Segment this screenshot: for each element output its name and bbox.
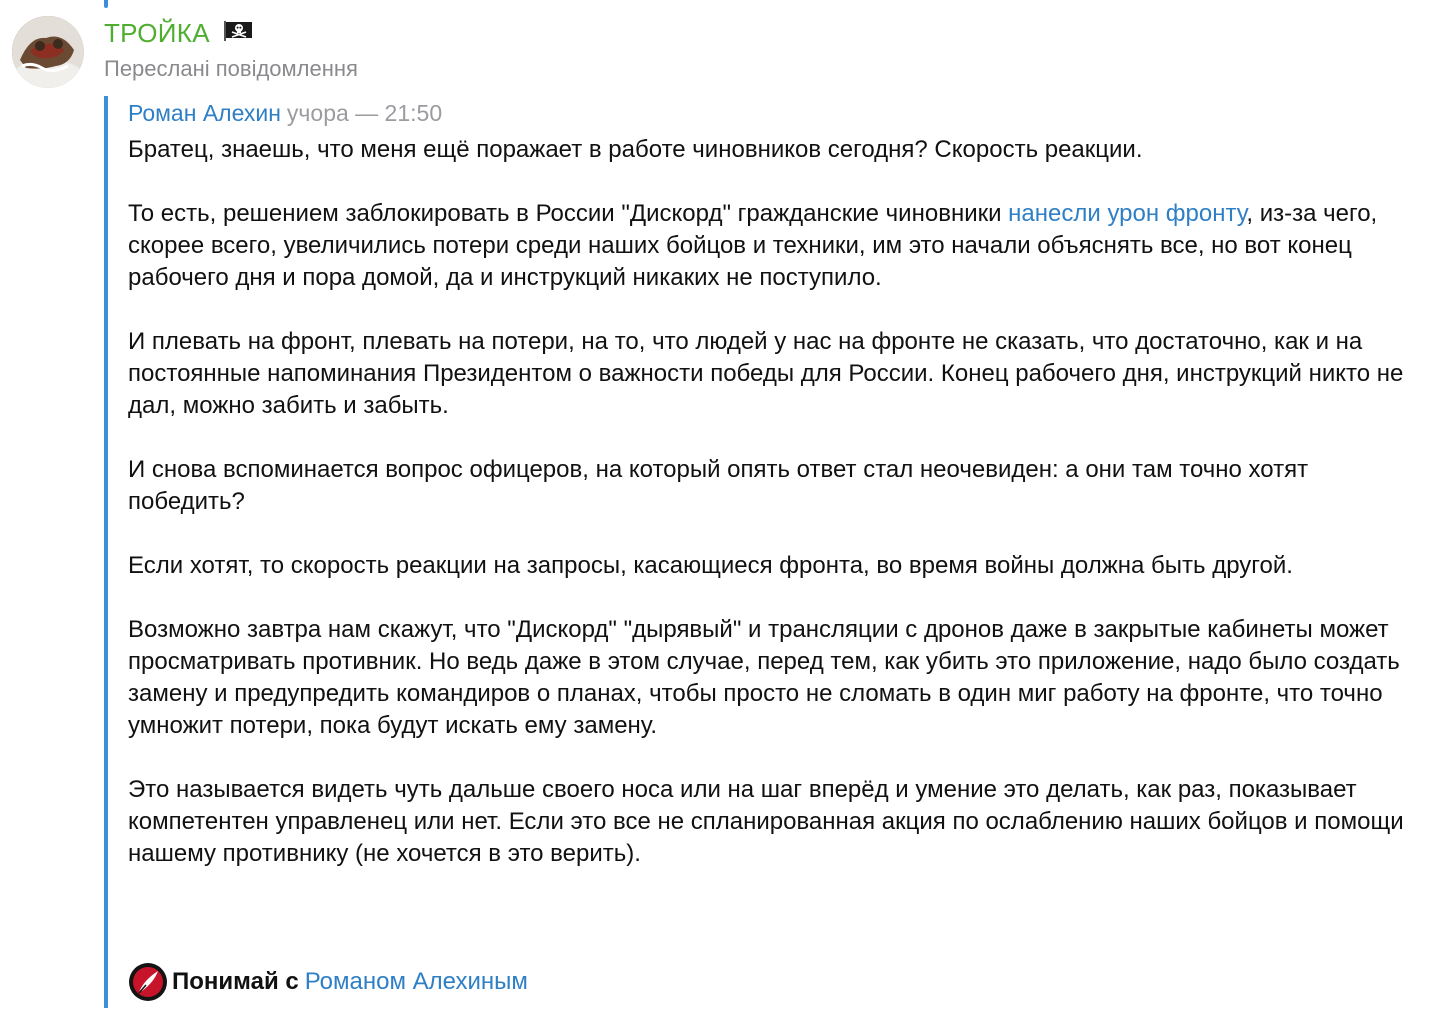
- message-paragraph: [128, 326, 1424, 422]
- channel-name[interactable]: [104, 18, 253, 49]
- paragraph-text: Возможно завтра нам скажут, что "Дискорд" "дырявый" и трансляции с дронов даже в закрытые кабинеты может просматривать противник. Но ведь даже в этом случае, перед тем, как убить это приложение, надо было создать замену и предупредить командиров о планах, чтобы просто не сломать в один миг работу на фронте, что точно умножит потери, пока будут искать ему замену.: [128, 616, 1400, 739]
- message-paragraph: [128, 454, 1424, 518]
- paragraph-text: , из-за чего, скорее всего, увеличились потери среди наших бойцов и техники, им это начали объяснять все, но вот конец рабочего дня и пора домой, да и инструкций никаких не поступило.: [128, 200, 1378, 291]
- signature: [128, 962, 528, 1002]
- forwarded-label: Переслані повідомлення: [104, 56, 358, 81]
- paragraph-text: Это называется видеть чуть дальше своего носа или на шаг вперёд и умение это делать, как раз, показывает компетентен управленец или нет. Если это все не спланированная акция по ослаблению наших бойцов и помощи нашему противнику (не хочется в это верить).: [128, 776, 1404, 867]
- message-paragraph: [128, 198, 1424, 294]
- quill-logo-icon: [128, 962, 168, 1002]
- channel-name-text: ТРОЙКА: [104, 18, 210, 48]
- paragraph-text: Если хотят, то скорость реакции на запросы, касающиеся фронта, во время войны должна быть другой.: [128, 552, 1293, 579]
- paragraph-text: И снова вспоминается вопрос офицеров, на который опять ответ стал неочевиден: а они там точно хотят победить?: [128, 456, 1309, 515]
- message-paragraph: [128, 134, 1424, 166]
- message-paragraph: [128, 774, 1424, 870]
- forward-author-link[interactable]: Роман Алехин: [128, 100, 281, 126]
- message-paragraph: [128, 614, 1424, 742]
- channel-avatar[interactable]: [12, 16, 84, 88]
- forwarded-message: [104, 96, 1428, 1008]
- pirate-flag-icon: [223, 18, 253, 49]
- paragraph-text: И плевать на фронт, плевать на потери, на то, что людей у нас на фронте не сказать, что достаточно, как и на постоянные напоминания Президентом о важности победы для России. Конец рабочего дня, инструкций никто не дал, можно забить и забыть.: [128, 328, 1404, 419]
- paragraph-text: Братец, знаешь, что меня ещё поражает в работе чиновников сегодня? Скорость реакции.: [128, 136, 1143, 163]
- forward-header: [128, 100, 442, 127]
- message-paragraph: [128, 550, 1424, 582]
- quote-bar-top: [104, 0, 108, 8]
- message-body: [128, 134, 1424, 902]
- forward-time: учора — 21:50: [286, 100, 443, 126]
- signature-text: Понимай с: [172, 968, 299, 995]
- inline-link[interactable]: нанесли урон фронту: [1008, 200, 1247, 227]
- avatar-image: [12, 16, 84, 88]
- signature-link[interactable]: Романом Алехиным: [304, 968, 528, 995]
- paragraph-text: То есть, решением заблокировать в России "Дискорд" гражданские чиновники: [128, 200, 1009, 227]
